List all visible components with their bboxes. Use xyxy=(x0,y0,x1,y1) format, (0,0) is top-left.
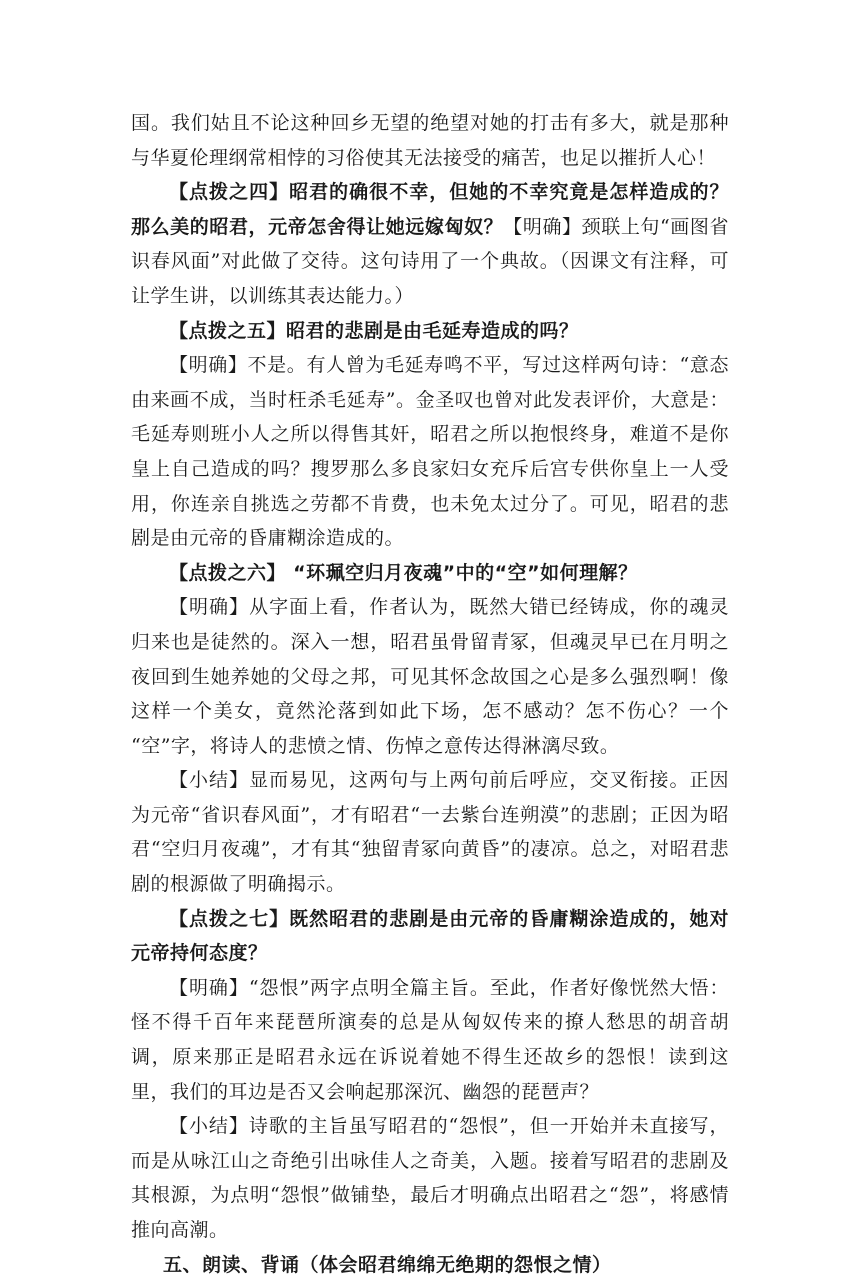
point-6-answer: 【明确】从字面上看，作者认为，既然大错已经铸成，你的魂灵归来也是徒然的。深入一想，昭君虽骨留青冢，但魂灵早已在月明之夜回到生她养她的父母之邦，可见其怀念故国之心是多么强烈啊！像这样一个美女，竟然沦落到如此下场，怎不感动？怎不伤心？一个 “空”字，将诗人的悲愤之情、伤悼之意传达得淋漓尽致。 xyxy=(131,596,729,757)
section-heading-5 xyxy=(131,1248,729,1282)
paragraph-point-6 xyxy=(131,556,729,591)
summary-1-text: 【小结】显而易见，这两句与上两句前后呼应，交叉衔接。正因为元帝“省识春风面”，才有昭君“一去紫台连朔漠”的悲剧；正因为昭君“空归月夜魂”，才有其“独留青冢向黄昏”的凄凉。总之，对昭君悲剧的根源做了明确揭示。 xyxy=(131,769,729,896)
point-4-question: 【点拨之四】昭君的确很不幸，但她的不幸究竟是怎样造成的？那么美的昭君，元帝怎舍得让她远嫁匈奴？ xyxy=(131,181,729,238)
point-7-answer: 【明确】“怨恨”两字点明全篇主旨。至此，作者好像恍然大悟：怪不得千百年来琵琶所演奏的总是从匈奴传来的撩人愁思的胡音胡调，原来那正是昭君永远在诉说着她不得生还故乡的怨恨！读到这里，我们的耳边是否又会响起那深沉、幽怨的琵琶声？ xyxy=(131,976,729,1103)
paragraph-continuation xyxy=(131,106,729,175)
point-5-question: 【点拨之五】昭君的悲剧是由毛延寿造成的吗？ xyxy=(169,319,579,342)
paragraph-summary-2 xyxy=(131,1109,729,1247)
point-7-question: 【点拨之七】既然昭君的悲剧是由元帝的昏庸糊涂造成的，她对元帝持何态度？ xyxy=(131,907,729,965)
section-heading-text: 五、朗读、背诵（体会昭君绵绵无绝期的怨恨之情） xyxy=(163,1253,612,1276)
paragraph-point-5 xyxy=(131,314,729,349)
point-6-question: 【点拨之六】 “环珮空归月夜魂”中的“空”如何理解？ xyxy=(169,561,638,584)
paragraph-point-5-answer xyxy=(131,348,729,556)
paragraph-point-4 xyxy=(131,175,729,313)
point-5-answer: 【明确】不是。有人曾为毛延寿鸣不平，写过这样两句诗：“意态由来画不成，当时枉杀毛延寿”。金圣叹也曾对此发表评价，大意是：毛延寿则班小人之所以得售其奸，昭君之所以抱恨终身，难道不是你皇上自己造成的吗？搜罗那么多良家妇女充斥后宫专供你皇上一人受用，你连亲自挑选之劳都不肯费，也未免太过分了。可见，昭君的悲剧是由元帝的昏庸糊涂造成的。 xyxy=(131,354,729,550)
point-4-answer: 【明确】颈联上句“画图省识春风面”对此做了交待。这句诗用了一个典故。（因课文有注释，可让学生讲，以训练其表达能力。） xyxy=(131,215,729,307)
paragraph-point-7 xyxy=(131,902,729,971)
paragraph-point-7-answer xyxy=(131,971,729,1109)
paragraph-text: 国。我们姑且不论这种回乡无望的绝望对她的打击有多大，就是那种与华夏伦理纲常相悖的习俗使其无法接受的痛苦，也足以摧折人心！ xyxy=(131,112,729,169)
paragraph-summary-1 xyxy=(131,763,729,901)
paragraph-point-6-answer xyxy=(131,590,729,763)
document-body xyxy=(131,106,729,1282)
summary-2-text: 【小结】诗歌的主旨虽写昭君的“怨恨”，但一开始并未直接写，而是从咏江山之奇绝引出咏佳人之奇美，入题。接着写昭君的悲剧及其根源，为点明“怨恨”做铺垫，最后才明确点出昭君之“怨”，将感情推向高潮。 xyxy=(131,1115,729,1241)
